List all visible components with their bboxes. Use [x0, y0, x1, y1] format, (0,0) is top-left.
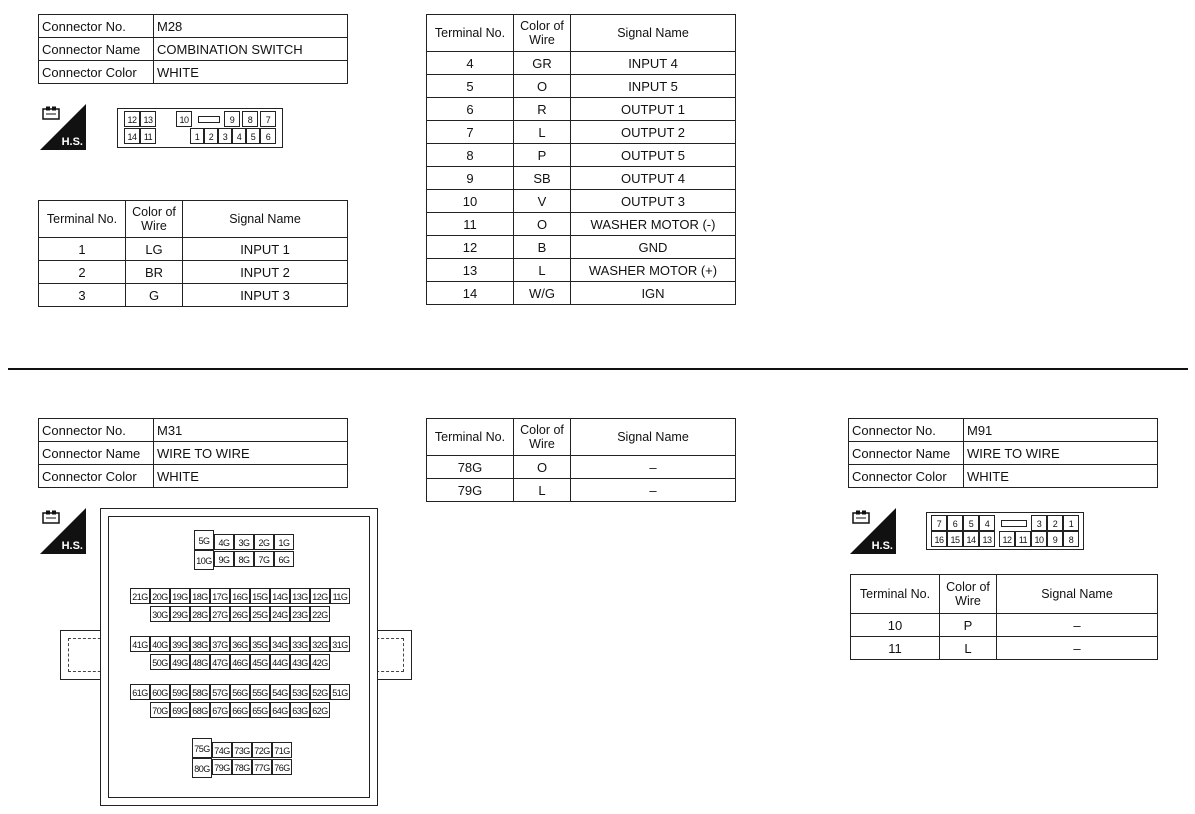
table-row — [427, 190, 736, 213]
pin: 18G — [190, 588, 210, 604]
pin: 3 — [218, 128, 232, 144]
pin: 7 — [931, 515, 947, 531]
cell-color: P — [940, 614, 997, 637]
pin: 28G — [190, 606, 210, 622]
pin: 6 — [947, 515, 963, 531]
col-header-signal: Signal Name — [183, 201, 348, 238]
pin: 63G — [290, 702, 310, 718]
pin: 15G — [250, 588, 270, 604]
pin: 60G — [150, 684, 170, 700]
pin: 76G — [272, 759, 292, 775]
cell-terminal: 9 — [427, 167, 514, 190]
pin: 59G — [170, 684, 190, 700]
table-header-row — [427, 419, 736, 456]
pin: 3G — [234, 534, 254, 550]
info-label: Connector Name — [39, 442, 154, 465]
pin: 69G — [170, 702, 190, 718]
pin: 74G — [212, 742, 232, 758]
pin: 11G — [330, 588, 350, 604]
cell-color: W/G — [514, 282, 571, 305]
cell-color: O — [514, 456, 571, 479]
cell-signal: – — [997, 637, 1158, 660]
harness-side-icon — [40, 508, 86, 554]
pin: 67G — [210, 702, 230, 718]
pin: 2 — [204, 128, 218, 144]
pin: 22G — [310, 606, 330, 622]
cell-terminal: 78G — [427, 456, 514, 479]
cell-color: B — [514, 236, 571, 259]
info-value: WHITE — [154, 61, 348, 84]
hs-label: H.S. — [61, 540, 83, 552]
table-row — [427, 144, 736, 167]
pin: 21G — [130, 588, 150, 604]
cell-terminal: 5 — [427, 75, 514, 98]
pin: 34G — [270, 636, 290, 652]
cell-color: BR — [126, 261, 183, 284]
cell-color: L — [514, 479, 571, 502]
cell-terminal: 10 — [427, 190, 514, 213]
cell-terminal: 4 — [427, 52, 514, 75]
table-row — [849, 442, 1158, 465]
table-row — [427, 213, 736, 236]
cell-signal: OUTPUT 3 — [571, 190, 736, 213]
pin: 14 — [963, 531, 979, 547]
cell-terminal: 10 — [851, 614, 940, 637]
pin: 57G — [210, 684, 230, 700]
pin: 7G — [254, 551, 274, 567]
pin: 51G — [330, 684, 350, 700]
pin: 29G — [170, 606, 190, 622]
pin: 10 — [1031, 531, 1047, 547]
cell-terminal: 3 — [39, 284, 126, 307]
col-header-terminal: Terminal No. — [851, 575, 940, 614]
pin: 15 — [947, 531, 963, 547]
pin: 68G — [190, 702, 210, 718]
col-header-terminal: Terminal No. — [427, 419, 514, 456]
pin: 47G — [210, 654, 230, 670]
pin: 73G — [232, 742, 252, 758]
pin: 27G — [210, 606, 230, 622]
cell-terminal: 7 — [427, 121, 514, 144]
m91-connector-face — [926, 512, 1084, 550]
pin: 37G — [210, 636, 230, 652]
table-row — [39, 238, 348, 261]
m28-connector-face — [117, 108, 283, 148]
table-row — [849, 465, 1158, 488]
pin: 4 — [232, 128, 246, 144]
pin: 65G — [250, 702, 270, 718]
pin: 44G — [270, 654, 290, 670]
pin: 72G — [252, 742, 272, 758]
pin: 5 — [963, 515, 979, 531]
harness-side-icon — [850, 508, 896, 554]
info-label: Connector Name — [39, 38, 154, 61]
pin: 43G — [290, 654, 310, 670]
table-row — [427, 456, 736, 479]
pin: 6 — [260, 128, 276, 144]
table-header-row — [39, 201, 348, 238]
pin: 12 — [124, 111, 140, 127]
pin: 1 — [1063, 515, 1079, 531]
section-divider — [8, 368, 1188, 370]
m91-terminal-table — [850, 574, 1158, 660]
cell-signal: INPUT 2 — [183, 261, 348, 284]
cell-color: L — [514, 259, 571, 282]
table-row — [849, 419, 1158, 442]
col-header-color: Color of Wire — [940, 575, 997, 614]
pin: 9G — [214, 551, 234, 567]
m31-connector-info-table — [38, 418, 348, 488]
cell-color: O — [514, 213, 571, 236]
table-row — [427, 98, 736, 121]
pin: 53G — [290, 684, 310, 700]
col-header-color: Color of Wire — [514, 15, 571, 52]
pin: 70G — [150, 702, 170, 718]
cell-color: L — [940, 637, 997, 660]
hs-label: H.S. — [61, 136, 83, 148]
pin: 71G — [272, 742, 292, 758]
pin: 23G — [290, 606, 310, 622]
cell-signal: WASHER MOTOR (-) — [571, 213, 736, 236]
pin: 5G — [194, 530, 214, 550]
cell-color: V — [514, 190, 571, 213]
pin: 38G — [190, 636, 210, 652]
pin: 78G — [232, 759, 252, 775]
table-row — [427, 479, 736, 502]
pin: 7 — [260, 111, 276, 127]
pin: 64G — [270, 702, 290, 718]
pin: 2 — [1047, 515, 1063, 531]
m31-terminal-table — [426, 418, 736, 502]
pin: 13 — [140, 111, 156, 127]
pin: 39G — [170, 636, 190, 652]
pin: 2G — [254, 534, 274, 550]
table-row — [39, 465, 348, 488]
info-value: M91 — [964, 419, 1158, 442]
pin: 50G — [150, 654, 170, 670]
info-label: Connector Color — [849, 465, 964, 488]
pin: 8G — [234, 551, 254, 567]
cell-signal: INPUT 1 — [183, 238, 348, 261]
table-row — [39, 442, 348, 465]
pin: 75G — [192, 738, 212, 758]
info-value: M28 — [154, 15, 348, 38]
info-value: M31 — [154, 419, 348, 442]
cell-color: P — [514, 144, 571, 167]
cell-terminal: 14 — [427, 282, 514, 305]
info-value: WIRE TO WIRE — [964, 442, 1158, 465]
info-label: Connector Name — [849, 442, 964, 465]
pin: 54G — [270, 684, 290, 700]
table-header-row — [427, 15, 736, 52]
pin: 77G — [252, 759, 272, 775]
pin: 13 — [979, 531, 995, 547]
cell-signal: IGN — [571, 282, 736, 305]
pin: 52G — [310, 684, 330, 700]
table-row — [427, 121, 736, 144]
cell-terminal: 2 — [39, 261, 126, 284]
col-header-color: Color of Wire — [514, 419, 571, 456]
pin: 9 — [224, 111, 240, 127]
cell-signal: OUTPUT 4 — [571, 167, 736, 190]
pin: 8 — [242, 111, 258, 127]
pin: 8 — [1063, 531, 1079, 547]
table-row — [427, 75, 736, 98]
info-label: Connector No. — [849, 419, 964, 442]
cell-signal: OUTPUT 5 — [571, 144, 736, 167]
info-label: Connector No. — [39, 15, 154, 38]
pin: 41G — [130, 636, 150, 652]
pin: 42G — [310, 654, 330, 670]
pin: 79G — [212, 759, 232, 775]
pin: 33G — [290, 636, 310, 652]
pin: 4G — [214, 534, 234, 550]
table-row — [39, 261, 348, 284]
pin: 56G — [230, 684, 250, 700]
cell-terminal: 6 — [427, 98, 514, 121]
pin: 55G — [250, 684, 270, 700]
pin: 62G — [310, 702, 330, 718]
pin: 19G — [170, 588, 190, 604]
pin: 61G — [130, 684, 150, 700]
hs-label: H.S. — [871, 540, 893, 552]
pin: 66G — [230, 702, 250, 718]
info-label: Connector Color — [39, 61, 154, 84]
pin: 48G — [190, 654, 210, 670]
pin: 10G — [194, 550, 214, 570]
pin: 31G — [330, 636, 350, 652]
pin: 11 — [140, 128, 156, 144]
pin: 4 — [979, 515, 995, 531]
m28-terminal-table-right — [426, 14, 736, 305]
pin: 36G — [230, 636, 250, 652]
info-value: WIRE TO WIRE — [154, 442, 348, 465]
pin: 10 — [176, 111, 192, 127]
pin: 80G — [192, 758, 212, 778]
cell-terminal: 12 — [427, 236, 514, 259]
pin: 12 — [999, 531, 1015, 547]
table-row — [427, 52, 736, 75]
pin: 20G — [150, 588, 170, 604]
cell-terminal: 8 — [427, 144, 514, 167]
info-value: WHITE — [154, 465, 348, 488]
table-row — [427, 282, 736, 305]
m28-connector-info-table — [38, 14, 348, 84]
pin: 14 — [124, 128, 140, 144]
table-row — [851, 637, 1158, 660]
cell-terminal: 11 — [427, 213, 514, 236]
cell-color: LG — [126, 238, 183, 261]
cell-color: SB — [514, 167, 571, 190]
cell-color: O — [514, 75, 571, 98]
pin: 26G — [230, 606, 250, 622]
cell-signal: OUTPUT 2 — [571, 121, 736, 144]
pin: 46G — [230, 654, 250, 670]
m28-terminal-table-left — [38, 200, 348, 307]
cell-signal: – — [571, 479, 736, 502]
cell-signal: – — [997, 614, 1158, 637]
cell-signal: GND — [571, 236, 736, 259]
cell-color: L — [514, 121, 571, 144]
table-row — [39, 38, 348, 61]
cell-terminal: 13 — [427, 259, 514, 282]
info-value: COMBINATION SWITCH — [154, 38, 348, 61]
pin: 6G — [274, 551, 294, 567]
col-header-signal: Signal Name — [997, 575, 1158, 614]
cell-terminal: 1 — [39, 238, 126, 261]
cell-signal: OUTPUT 1 — [571, 98, 736, 121]
table-row — [427, 236, 736, 259]
pin: 1G — [274, 534, 294, 550]
col-header-terminal: Terminal No. — [39, 201, 126, 238]
pin: 13G — [290, 588, 310, 604]
pin: 45G — [250, 654, 270, 670]
pin: 16 — [931, 531, 947, 547]
table-row — [39, 15, 348, 38]
cell-signal: INPUT 5 — [571, 75, 736, 98]
pin: 5 — [246, 128, 260, 144]
pin: 25G — [250, 606, 270, 622]
cell-terminal: 11 — [851, 637, 940, 660]
cell-color: GR — [514, 52, 571, 75]
info-label: Connector Color — [39, 465, 154, 488]
table-header-row — [851, 575, 1158, 614]
cell-signal: INPUT 4 — [571, 52, 736, 75]
pin: 11 — [1015, 531, 1031, 547]
pin: 9 — [1047, 531, 1063, 547]
col-header-terminal: Terminal No. — [427, 15, 514, 52]
table-row — [39, 284, 348, 307]
cell-signal: INPUT 3 — [183, 284, 348, 307]
cell-signal: WASHER MOTOR (+) — [571, 259, 736, 282]
col-header-signal: Signal Name — [571, 15, 736, 52]
latch-key — [198, 116, 220, 123]
table-row — [851, 614, 1158, 637]
table-row — [39, 61, 348, 84]
pin: 14G — [270, 588, 290, 604]
harness-side-icon — [40, 104, 86, 150]
info-value: WHITE — [964, 465, 1158, 488]
pin: 49G — [170, 654, 190, 670]
latch-key — [1001, 520, 1027, 527]
pin: 40G — [150, 636, 170, 652]
col-header-color: Color of Wire — [126, 201, 183, 238]
m91-connector-info-table — [848, 418, 1158, 488]
cell-color: R — [514, 98, 571, 121]
pin: 12G — [310, 588, 330, 604]
table-row — [39, 419, 348, 442]
pin: 24G — [270, 606, 290, 622]
pin: 35G — [250, 636, 270, 652]
col-header-signal: Signal Name — [571, 419, 736, 456]
cell-terminal: 79G — [427, 479, 514, 502]
pin: 32G — [310, 636, 330, 652]
table-row — [427, 259, 736, 282]
pin: 58G — [190, 684, 210, 700]
cell-color: G — [126, 284, 183, 307]
pin: 16G — [230, 588, 250, 604]
cell-signal: – — [571, 456, 736, 479]
pin: 30G — [150, 606, 170, 622]
info-label: Connector No. — [39, 419, 154, 442]
table-row — [427, 167, 736, 190]
pin: 3 — [1031, 515, 1047, 531]
pin: 1 — [190, 128, 204, 144]
pin: 17G — [210, 588, 230, 604]
